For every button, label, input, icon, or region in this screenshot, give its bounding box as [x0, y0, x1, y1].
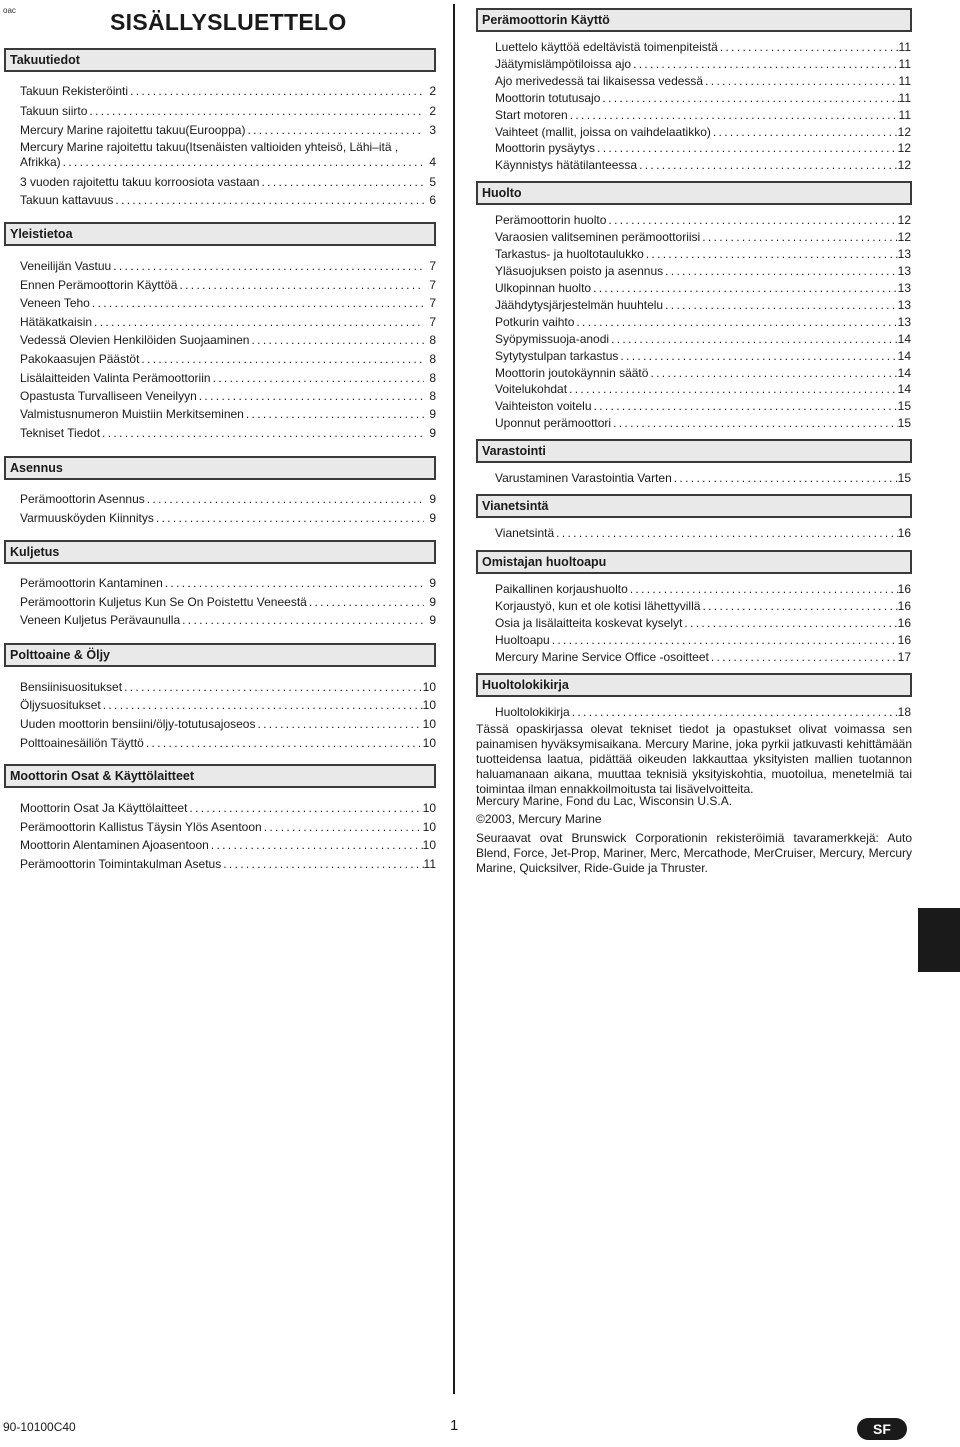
section-header-huolto: Huolto	[476, 181, 912, 205]
toc-entry[interactable]: Perämoottorin Asennus . . . 9	[20, 492, 436, 507]
section-header-huoltolokikirja: Huoltolokikirja	[476, 673, 912, 697]
toc-entry[interactable]: Luettelo käyttöä edeltävistä toimenpiteistä . . . 11	[495, 40, 911, 55]
toc-entry[interactable]: Ulkopinnan huolto . . . 13	[495, 281, 911, 296]
toc-entry[interactable]: Jäätymislämpötiloissa ajo . . . 11	[495, 57, 911, 72]
toc-entry[interactable]: Varaosien valitseminen perämoottoriisi . . . 12	[495, 230, 911, 245]
corner-code: oac	[3, 6, 16, 15]
section-tab-marker	[918, 908, 960, 972]
toc-entry[interactable]: Ennen Perämoottorin Käyttöä . . . 7	[20, 278, 436, 293]
toc-entry[interactable]: Vaihteiston voitelu . . . 15	[495, 399, 911, 414]
trademark-paragraph: Seuraavat ovat Brunswick Corporationin rekisteröimiä tavaramerkkejä: Auto Blend, Force, Jet-Prop, Mariner, Merc, Mercathode, MerCruiser, Mercury, Mercury Marine, Quicksilver, Ride-Guide ja Thruster.	[476, 831, 912, 875]
toc-entry-line[interactable]: Mercury Marine rajoitettu takuu(Itsenäisten valtioiden yhteisö, Lähi–itä ,	[20, 140, 399, 154]
toc-entry[interactable]: Veneilijän Vastuu . . . 7	[20, 259, 436, 274]
toc-entry[interactable]: Varmuusköyden Kiinnitys . . . 9	[20, 511, 436, 526]
toc-entry[interactable]: Perämoottorin Toimintakulman Asetus . . . 11	[20, 857, 436, 872]
toc-entry[interactable]: Veneen Kuljetus Perävaunulla . . . 9	[20, 613, 436, 628]
toc-entry[interactable]: Perämoottorin Kuljetus Kun Se On Poistettu Veneestä . . . 9	[20, 595, 436, 610]
toc-entry[interactable]: Varustaminen Varastointia Varten . . . 15	[495, 471, 911, 486]
language-badge: SF	[857, 1418, 907, 1440]
section-header-omistajan-huoltoapu: Omistajan huoltoapu	[476, 550, 912, 574]
toc-entry[interactable]: Huoltoapu . . . 16	[495, 633, 911, 648]
toc-entry[interactable]: Paikallinen korjaushuolto . . . 16	[495, 582, 911, 597]
section-header-asennus: Asennus	[4, 456, 436, 480]
toc-entry[interactable]: 3 vuoden rajoitettu takuu korroosiota vastaan . . . 5	[20, 175, 436, 190]
toc-entry[interactable]: Tekniset Tiedot . . . 9	[20, 426, 436, 441]
section-header-vianetsinta: Vianetsintä	[476, 494, 912, 518]
toc-entry[interactable]: Potkurin vaihto . . . 13	[495, 315, 911, 330]
toc-entry[interactable]: Osia ja lisälaitteita koskevat kyselyt . . . 16	[495, 616, 911, 631]
page-title: SISÄLLYSLUETTELO	[110, 9, 347, 35]
company-address: Mercury Marine, Fond du Lac, Wisconsin U.S.A.	[476, 794, 733, 808]
toc-entry[interactable]: Uponnut perämoottori . . . 15	[495, 416, 911, 431]
toc-entry[interactable]: Takuun Rekisteröinti . . . 2	[20, 84, 436, 99]
toc-entry[interactable]: Moottorin pysäytys . . . 12	[495, 141, 911, 156]
toc-entry[interactable]: Polttoainesäiliön Täyttö . . . 10	[20, 736, 436, 751]
toc-entry[interactable]: Yläsuojuksen poisto ja asennus . . . 13	[495, 264, 911, 279]
toc-entry[interactable]: Voitelukohdat . . . 14	[495, 382, 911, 397]
toc-entry[interactable]: Käynnistys hätätilanteessa . . . 12	[495, 158, 911, 173]
toc-entry[interactable]: Ajo merivedessä tai likaisessa vedessä . . . 11	[495, 74, 911, 89]
toc-entry[interactable]: Takuun siirto . . . 2	[20, 104, 436, 119]
toc-entry[interactable]: Vedessä Olevien Henkilöiden Suojaaminen . . . 8	[20, 333, 436, 348]
section-header-yleistietoa: Yleistietoa	[4, 222, 436, 246]
copyright: ©2003, Mercury Marine	[476, 812, 602, 826]
notice-paragraph: Tässä opaskirjassa olevat tekniset tiedot ja opastukset olivat voimassa sen painamisen hyväksymisaikana. Mercury Marine, joka pyrkii jatkuvasti kehittämään tuotteidensa laatua, pidättää oikeuden lakkauttaa yksityisten mallien tuotannon haluamanaan aikana, muuttaa teknisiä yksityiskohtia, muotoilua, menetelmiä tai toimintaa ilman ennakkoilmoitusta tai lisävelvoitteita.	[476, 722, 912, 796]
doc-number: 90-10100C40	[3, 1420, 76, 1434]
toc-entry[interactable]: Moottorin Alentaminen Ajoasentoon . . . 10	[20, 838, 436, 853]
toc-entry[interactable]: Bensiinisuositukset . . . 10	[20, 680, 436, 695]
column-divider	[453, 4, 455, 1394]
toc-entry[interactable]: Perämoottorin Kantaminen . . . 9	[20, 576, 436, 591]
toc-entry[interactable]: Afrikka) . . . 4	[20, 155, 436, 170]
toc-entry[interactable]: Hätäkatkaisin . . . 7	[20, 315, 436, 330]
toc-entry[interactable]: Jäähdytysjärjestelmän huuhtelu . . . 13	[495, 298, 911, 313]
toc-entry[interactable]: Mercury Marine Service Office -osoitteet . . . 17	[495, 650, 911, 665]
toc-entry[interactable]: Lisälaitteiden Valinta Perämoottoriin . . . 8	[20, 371, 436, 386]
section-header-polttoaine: Polttoaine & Öljy	[4, 643, 436, 667]
toc-entry[interactable]: Moottorin totutusajo . . . 11	[495, 91, 911, 106]
section-header-varastointi: Varastointi	[476, 439, 912, 463]
toc-entry[interactable]: Mercury Marine rajoitettu takuu(Eurooppa) . . . 3	[20, 123, 436, 138]
section-header-peramoottorin-kaytto: Perämoottorin Käyttö	[476, 8, 912, 32]
toc-entry[interactable]: Vaihteet (mallit, joissa on vaihdelaatikko) . . . 12	[495, 125, 911, 140]
toc-entry[interactable]: Sytytystulpan tarkastus . . . 14	[495, 349, 911, 364]
section-header-takuutiedot: Takuutiedot	[4, 48, 436, 72]
toc-entry[interactable]: Valmistusnumeron Muistiin Merkitseminen . . . 9	[20, 407, 436, 422]
toc-entry[interactable]: Takuun kattavuus . . . 6	[20, 193, 436, 208]
section-header-kuljetus: Kuljetus	[4, 540, 436, 564]
toc-entry[interactable]: Moottorin joutokäynnin säätö . . . 14	[495, 366, 911, 381]
toc-entry[interactable]: Opastusta Turvalliseen Veneilyyn . . . 8	[20, 389, 436, 404]
page-number: 1	[450, 1417, 459, 1434]
toc-entry[interactable]: Vianetsintä . . . 16	[495, 526, 911, 541]
toc-entry[interactable]: Korjaustyö, kun et ole kotisi lähettyvillä . . . 16	[495, 599, 911, 614]
toc-entry[interactable]: Öljysuositukset . . . 10	[20, 698, 436, 713]
section-header-moottorin-osat: Moottorin Osat & Käyttölaitteet	[4, 764, 436, 788]
toc-entry[interactable]: Uuden moottorin bensiini/öljy-totutusajoseos . . . 10	[20, 717, 436, 732]
toc-entry[interactable]: Huoltolokikirja . . . 18	[495, 705, 911, 720]
toc-entry[interactable]: Perämoottorin huolto . . . 12	[495, 213, 911, 228]
toc-entry[interactable]: Pakokaasujen Päästöt . . . 8	[20, 352, 436, 367]
toc-entry[interactable]: Veneen Teho . . . 7	[20, 296, 436, 311]
toc-entry[interactable]: Start motoren . . . 11	[495, 108, 911, 123]
toc-entry[interactable]: Moottorin Osat Ja Käyttölaitteet . . . 10	[20, 801, 436, 816]
toc-entry[interactable]: Syöpymissuoja-anodi . . . 14	[495, 332, 911, 347]
toc-entry[interactable]: Tarkastus- ja huoltotaulukko . . . 13	[495, 247, 911, 262]
toc-entry[interactable]: Perämoottorin Kallistus Täysin Ylös Asentoon . . . 10	[20, 820, 436, 835]
